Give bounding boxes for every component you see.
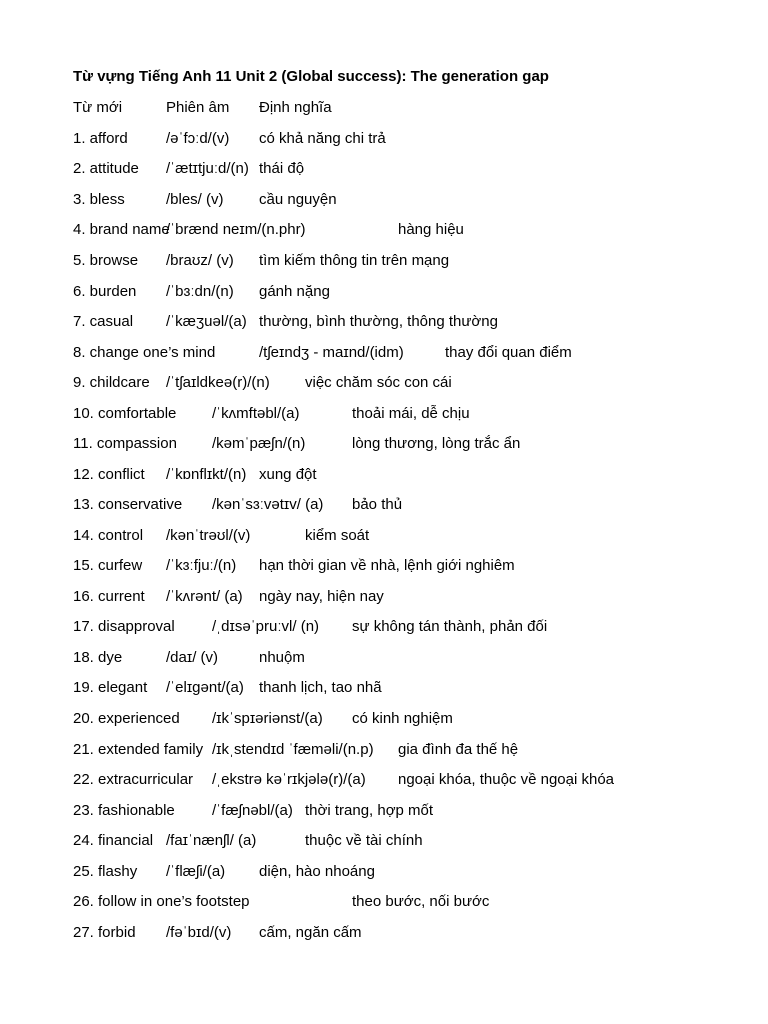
entry-meaning: diện, hào nhoáng [259,863,375,880]
entry-meaning: sự không tán thành, phản đối [352,618,548,635]
vocab-entry [0,771,768,793]
entry-meaning: theo bước, nối bước [352,893,490,910]
entry-phonetic: /braʊz/ (v) [166,252,234,269]
entry-phonetic: /ˈkɜːfjuː/(n) [166,557,237,574]
entry-word: 19. elegant [73,679,148,696]
entry-word: 9. childcare [73,374,150,391]
entry-word: 6. burden [73,283,137,300]
entry-meaning: cấm, ngăn cấm [259,924,362,941]
entry-phonetic: /ˈflæʃi/(a) [166,863,226,880]
entry-word: 13. conservative [73,496,183,513]
entry-phonetic: /fəˈbɪd/(v) [166,924,232,941]
page-title: Từ vựng Tiếng Anh 11 Unit 2 (Global success): The generation gap [73,68,549,85]
entry-word: 20. experienced [73,710,180,727]
entry-meaning: gia đình đa thế hệ [398,741,519,758]
entry-meaning: nhuộm [259,649,305,666]
vocab-entry [0,588,768,610]
entry-word: 21. extended family [73,741,204,758]
entry-meaning: có khả năng chi trả [259,130,386,147]
entry-meaning: hàng hiệu [398,221,464,238]
entry-word: 12. conflict [73,466,145,483]
entry-phonetic: /bles/ (v) [166,191,224,208]
entry-meaning: thái độ [259,160,305,177]
vocab-entry [0,221,768,243]
entry-word: 1. afford [73,130,128,147]
vocab-entry [0,252,768,274]
entry-meaning: ngày nay, hiện nay [259,588,384,605]
entry-word: 23. fashionable [73,802,175,819]
entry-word: 7. casual [73,313,134,330]
vocab-entry [0,435,768,457]
entry-meaning: việc chăm sóc con cái [305,374,452,391]
vocab-entry [0,160,768,182]
entry-phonetic: /ɪkˈspɪəriənst/(a) [212,710,323,727]
entry-phonetic: /kəmˈpæʃn/(n) [212,435,306,452]
entry-word: 8. change one’s mind [73,344,216,361]
entry-phonetic: /ɪkˌstendɪd ˈfæməli/(n.p) [212,741,374,758]
entry-meaning: hạn thời gian về nhà, lệnh giới nghiêm [259,557,515,574]
entry-phonetic: /tʃeɪndʒ - maɪnd/(idm) [259,344,404,361]
vocab-entry [0,191,768,213]
header-word: Từ mới [73,99,123,116]
vocab-entry [0,283,768,305]
vocab-entry [0,496,768,518]
entry-phonetic: /ˈkʌrənt/ (a) [166,588,243,605]
entry-meaning: tìm kiếm thông tin trên mạng [259,252,450,269]
entry-phonetic: /kənˈsɜːvətɪv/ (a) [212,496,324,513]
entry-meaning: có kinh nghiệm [352,710,453,727]
vocab-entry [0,405,768,427]
entry-phonetic: /ˈkʌmftəbl/(a) [212,405,300,422]
entry-word: 25. flashy [73,863,138,880]
vocab-entry [0,832,768,854]
entry-word: 5. browse [73,252,139,269]
vocab-entry [0,924,768,946]
entry-meaning: lòng thương, lòng trắc ẩn [352,435,521,452]
entry-phonetic: /ˈtʃaɪldkeə(r)/(n) [166,374,270,391]
entry-meaning: thường, bình thường, thông thường [259,313,498,330]
entry-phonetic: /ˈkæʒuəl/(a) [166,313,247,330]
entry-word: 15. curfew [73,557,143,574]
entry-word: 18. dye [73,649,123,666]
vocab-entry [0,649,768,671]
vocab-entry [0,130,768,152]
vocab-entry [0,374,768,396]
vocab-entry [0,557,768,579]
entry-phonetic: /ˈfæʃnəbl/(a) [212,802,293,819]
vocab-entry [0,710,768,732]
entry-word: 27. forbid [73,924,136,941]
entry-word: 14. control [73,527,144,544]
vocab-entry [0,618,768,640]
vocab-entry [0,893,768,915]
entry-phonetic: /ˈbrænd neɪm/(n.phr) [166,221,306,238]
entry-word: 10. comfortable [73,405,177,422]
entry-phonetic: /kənˈtrəʊl/(v) [166,527,251,544]
vocab-entry [0,466,768,488]
entry-phonetic: /ˈætɪtjuːd/(n) [166,160,249,177]
entry-meaning: cầu nguyện [259,191,337,208]
entry-phonetic: /daɪ/ (v) [166,649,219,666]
vocab-entry [0,679,768,701]
entry-word: 22. extracurricular [73,771,194,788]
entry-meaning: thuộc về tài chính [305,832,423,849]
entry-meaning: ngoại khóa, thuộc về ngoại khóa [398,771,614,788]
entry-phonetic: /ˈkɒnflɪkt/(n) [166,466,247,483]
entry-word: 26. follow in one’s footstep [73,893,250,910]
entry-word: 17. disapproval [73,618,175,635]
entry-word: 2. attitude [73,160,139,177]
header-phonetic: Phiên âm [166,99,230,116]
vocab-entry [0,802,768,824]
entry-phonetic: /ˌdɪsəˈpruːvl/ (n) [212,618,320,635]
vocab-entry [0,863,768,885]
entry-meaning: kiểm soát [305,527,370,544]
entry-phonetic: /ˈbɜːdn/(n) [166,283,234,300]
entry-phonetic: /ˌekstrə kəˈrɪkjələ(r)/(a) [212,771,366,788]
vocab-entry [0,344,768,366]
entry-phonetic: /ˈelɪgənt/(a) [166,679,244,696]
entry-meaning: thoải mái, dễ chịu [352,405,470,422]
entry-meaning: gánh nặng [259,283,330,300]
header-row [0,99,768,121]
entry-phonetic: /əˈfɔːd/(v) [166,130,230,147]
entry-word: 16. current [73,588,145,605]
vocab-entry [0,313,768,335]
header-meaning: Định nghĩa [259,99,332,116]
entry-meaning: thanh lịch, tao nhã [259,679,382,696]
entry-meaning: bảo thủ [352,496,403,513]
entry-phonetic: /faɪˈnænʃl/ (a) [166,832,257,849]
entry-word: 24. financial [73,832,154,849]
entry-word: 3. bless [73,191,125,208]
entry-meaning: thời trang, hợp mốt [305,802,434,819]
entry-meaning: xung đột [259,466,317,483]
vocab-entry [0,741,768,763]
vocab-entry [0,527,768,549]
entry-word: 4. brand name [73,221,170,238]
entry-word: 11. compassion [73,435,177,452]
entry-meaning: thay đổi quan điểm [445,344,572,361]
